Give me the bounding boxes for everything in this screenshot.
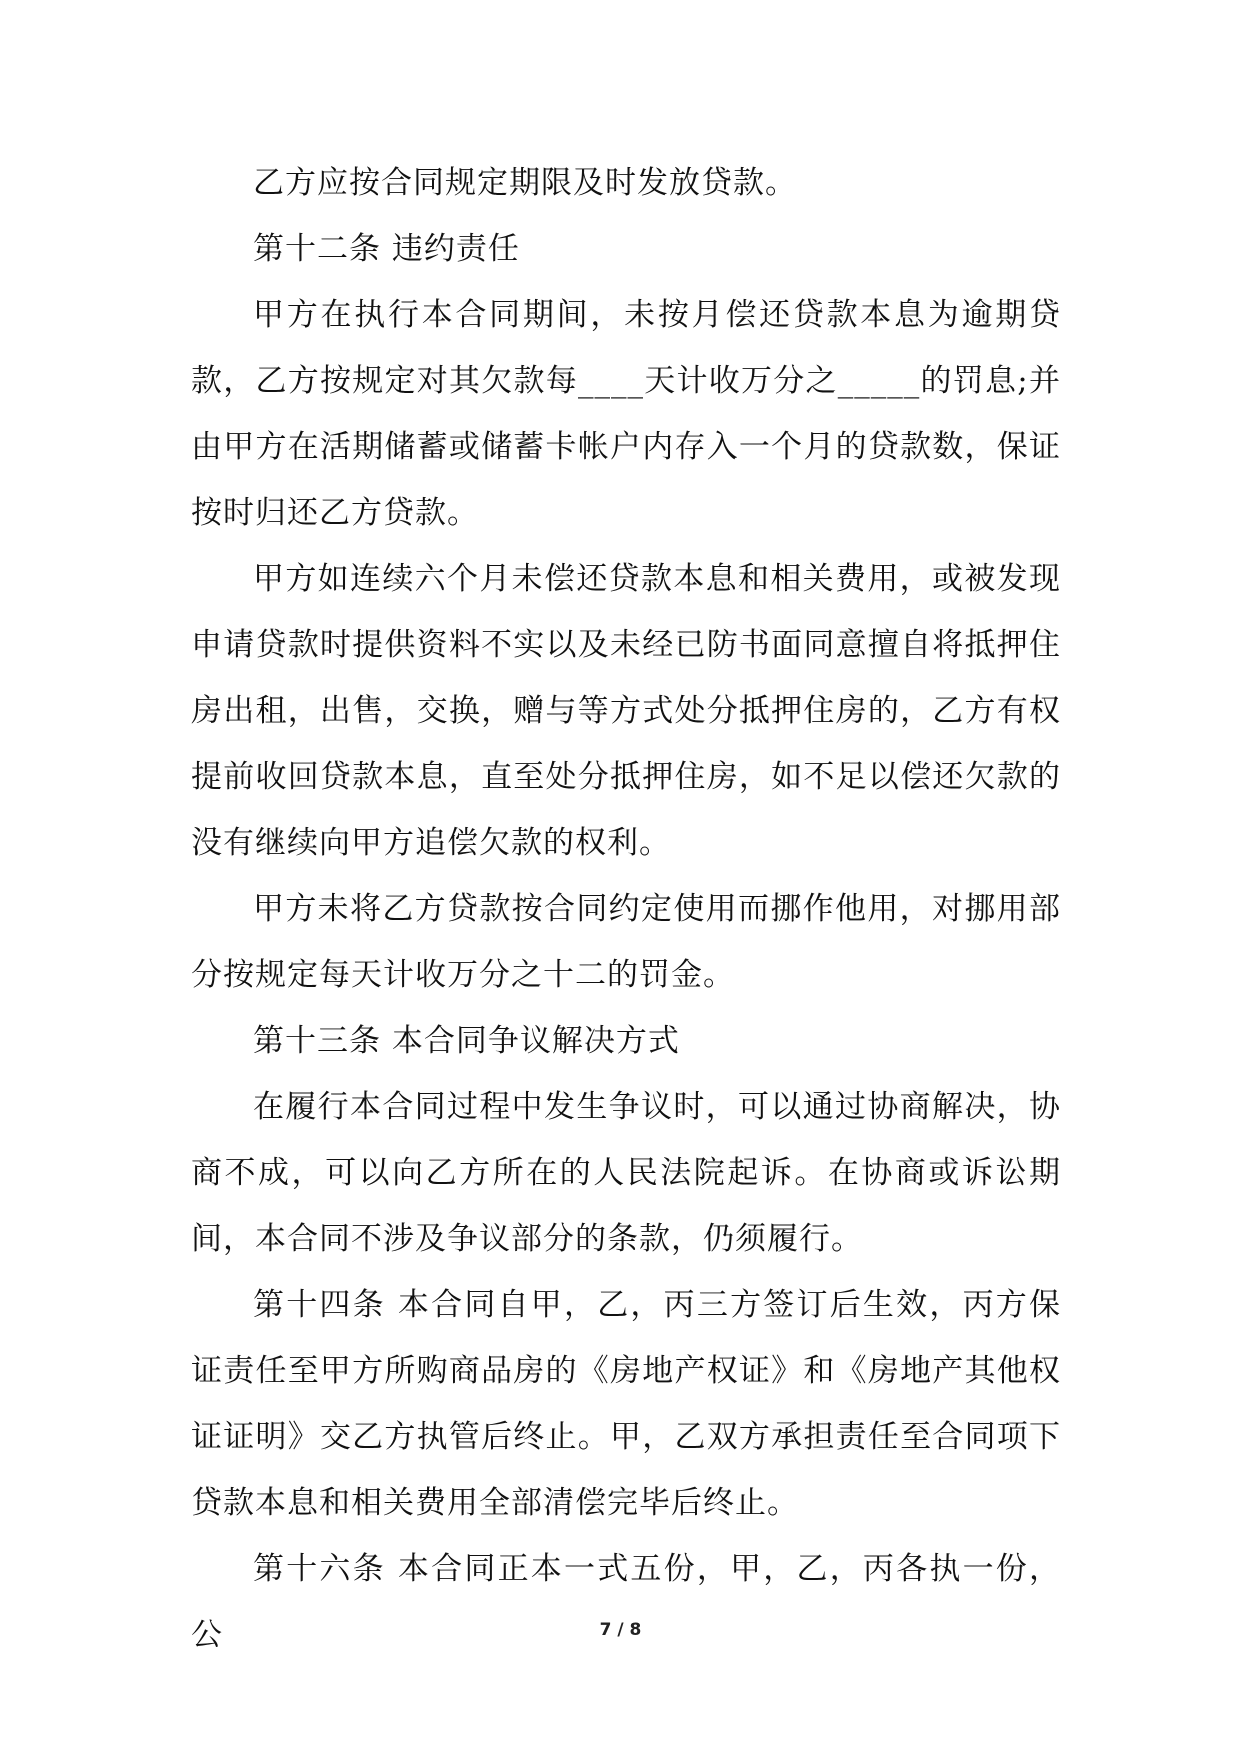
article-16-paragraph: 第十六条 本合同正本一式五份，甲，乙，丙各执一份，公 (191, 1551, 1061, 1653)
page-number: 7 / 8 (599, 1620, 642, 1640)
paragraph-3: 甲方在执行本合同期间，未按月偿还贷款本息为逾期贷款，乙方按规定对其欠款每____天计收万分之_____的罚息;并由甲方在活期储蓄或储蓄卡帐户内存入一个月的贷款数，保证按时归还乙方贷款。 (191, 297, 1061, 531)
article-13-heading: 第十三条 本合同争议解决方式 (253, 1023, 680, 1059)
article-14-paragraph: 第十四条 本合同自甲，乙，丙三方签订后生效，丙方保证责任至甲方所购商品房的《房地产权证》和《房地产其他权证证明》交乙方执管后终止。甲，乙双方承担责任至合同项下贷款本息和相关费用全部清偿完毕后终止。 (191, 1287, 1061, 1521)
paragraph-4: 甲方如连续六个月未偿还贷款本息和相关费用，或被发现申请贷款时提供资料不实以及未经已防书面同意擅自将抵押住房出租，出售，交换，赠与等方式处分抵押住房的，乙方有权提前收回贷款本息，直至处分抵押住房，如不足以偿还欠款的没有继续向甲方追偿欠款的权利。 (191, 561, 1061, 861)
paragraph-7: 在履行本合同过程中发生争议时，可以通过协商解决，协商不成，可以向乙方所在的人民法院起诉。在协商或诉讼期间，本合同不涉及争议部分的条款，仍须履行。 (191, 1089, 1061, 1257)
document-body (191, 150, 1061, 1668)
paragraph-5: 甲方未将乙方贷款按合同约定使用而挪作他用，对挪用部分按规定每天计收万分之十二的罚金。 (191, 891, 1061, 993)
paragraph-1: 乙方应按合同规定期限及时发放贷款。 (253, 165, 797, 201)
article-12-heading: 第十二条 违约责任 (253, 231, 520, 267)
